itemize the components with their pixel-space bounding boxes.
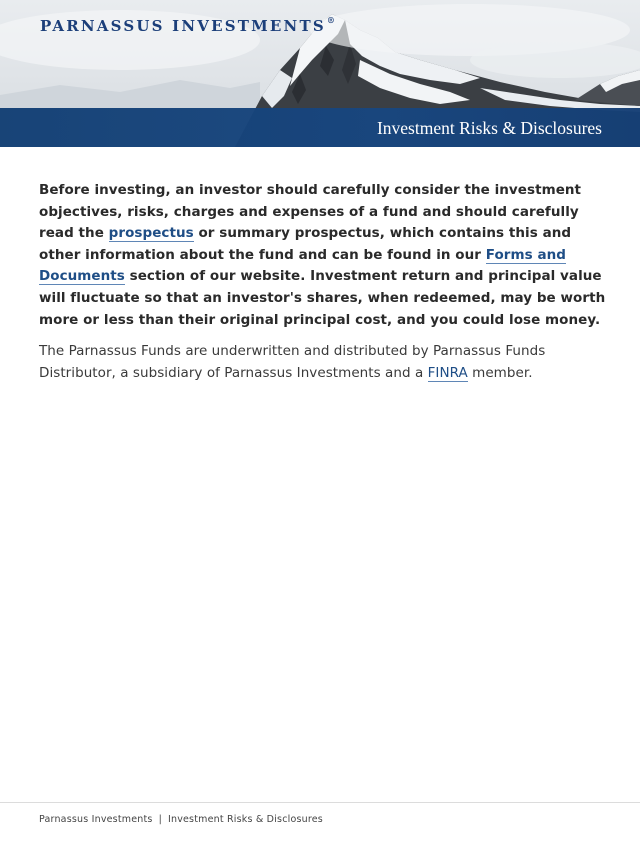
page-title: Investment Risks & Disclosures — [376, 118, 602, 138]
footer-divider — [0, 802, 640, 803]
p2-text-1: The Parnassus Funds are underwritten and distributed by Parnassus Funds Distributor, a subsidiary of Parnassus Investments and a — [39, 343, 546, 381]
p1-text-2: or summary prospectus, which contains this and other information about the fund and can be found in our — [39, 225, 572, 263]
investment-risk-paragraph — [39, 180, 609, 331]
main-content — [39, 180, 609, 384]
prospectus-link[interactable]: prospectus — [108, 225, 194, 242]
brand-logo — [40, 17, 335, 35]
footer — [39, 814, 323, 825]
p2-text-2: member. — [467, 364, 533, 381]
header-hero — [0, 0, 640, 147]
p1-text-3: section of our website. Investment return and principal value will fluctuate so that an investor's shares, when redeemed, may be worth more or less than their original principal cost, and you could lose money. — [39, 268, 606, 328]
brand-name: PARNASSUS INVESTMENTS — [40, 17, 326, 35]
p1-text-1: Before investing, an investor should carefully consider the investment objectives, risks, charges and expenses of a fund and should carefully read the — [39, 182, 582, 242]
footer-company: Parnassus Investments — [39, 814, 153, 825]
forms-and-documents-link[interactable]: Forms and Documents — [39, 246, 566, 285]
finra-link[interactable]: FINRA — [427, 364, 468, 381]
footer-separator: | — [158, 814, 162, 825]
distributor-paragraph — [39, 341, 609, 384]
registered-mark: ® — [326, 15, 335, 25]
footer-page-name: Investment Risks & Disclosures — [167, 814, 323, 825]
